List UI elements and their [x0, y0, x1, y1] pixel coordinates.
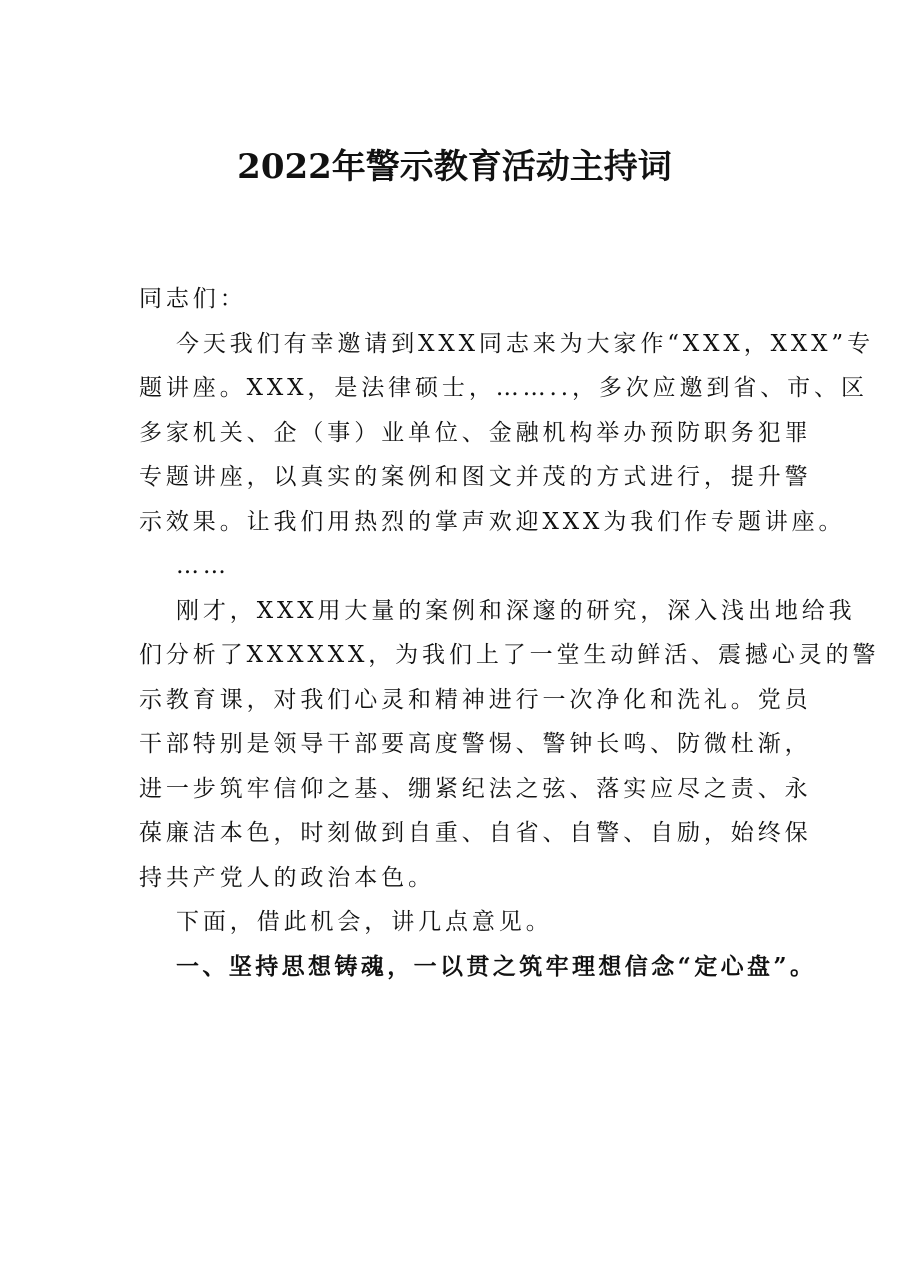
text-line: 专题讲座，以真实的案例和图文并茂的方式进行，提升警 — [139, 464, 812, 490]
text-line: 进一步筑牢信仰之基、绷紧纪法之弦、落实应尽之责、永 — [139, 775, 812, 802]
text-line: 持共产党人的政治本色。 — [139, 864, 435, 891]
document-title: 2022年警示教育活动主持词 — [237, 147, 672, 187]
text-line: 题讲座。XXX，是法律硕士，……..，多次应邀到省、市、区 — [139, 375, 868, 401]
paragraph-transition: 下面，借此机会，讲几点意见。 — [176, 909, 553, 935]
paragraph-invitation — [139, 322, 874, 545]
ellipsis-paragraph: …… — [176, 553, 230, 579]
text-line: 们分析了XXXXXX，为我们上了一堂生动鲜活、震撼心灵的警 — [139, 642, 880, 668]
text-line: 今天我们有幸邀请到XXX同志来为大家作“XXX，XXX”专 — [176, 330, 874, 357]
salutation: 同志们： — [139, 286, 247, 312]
text-line: 刚才，XXX用大量的案例和深邃的研究，深入浅出地给我 — [176, 597, 856, 624]
text-line: 示教育课，对我们心灵和精神进行一次净化和洗礼。党员 — [139, 686, 812, 713]
section-heading-1: 一、坚持思想铸魂，一以贯之筑牢理想信念“定心盘”。 — [176, 952, 817, 980]
paragraph-summary — [139, 589, 880, 901]
document-body — [139, 277, 880, 989]
text-line: 多家机关、企（事）业单位、金融机构举办预防职务犯罪 — [139, 419, 812, 446]
text-line: 葆廉洁本色，时刻做到自重、自省、自警、自励，始终保 — [139, 820, 812, 846]
text-line: 干部特别是领导干部要高度警惕、警钟长鸣、防微杜渐， — [139, 731, 812, 757]
text-line: 示效果。让我们用热烈的掌声欢迎XXX为我们作专题讲座。 — [139, 508, 846, 535]
